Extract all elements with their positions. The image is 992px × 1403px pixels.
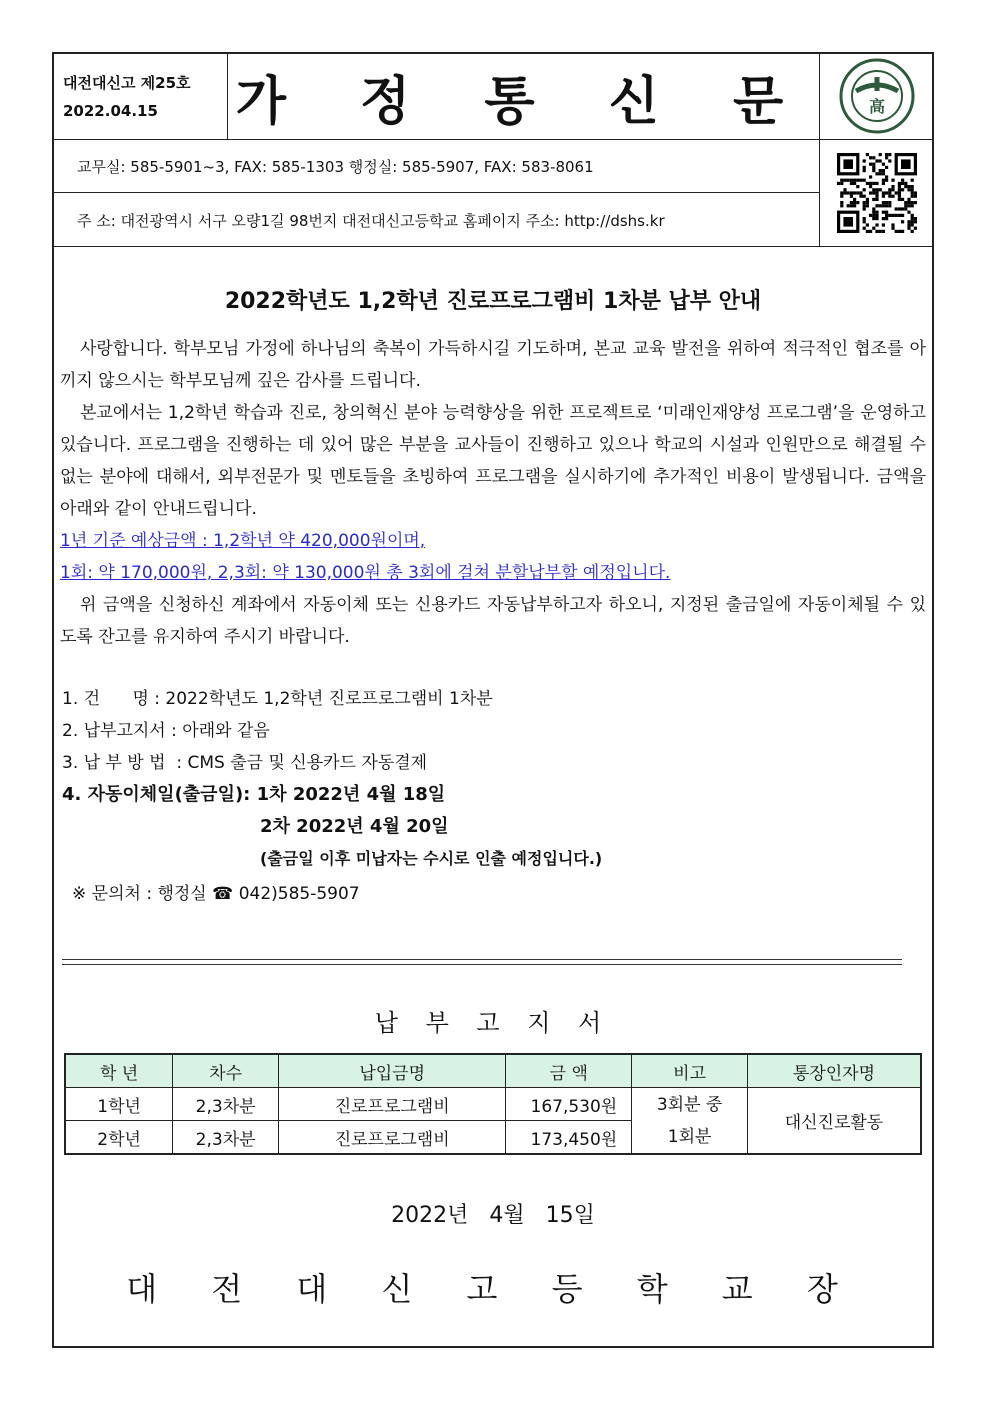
table-header-row xyxy=(65,1054,921,1088)
table-row xyxy=(65,1088,921,1121)
column-header: 납입금명 xyxy=(278,1054,505,1088)
cell-account-name: 대신진로활동 xyxy=(747,1088,921,1155)
paragraph-payment: 위 금액을 신청하신 계좌에서 자동이체 또는 신용카드 자동납부하고자 하오니, 지정된 출금일에 자동이체될 수 있도록 잔고를 유지하여 주시기 바랍니다. xyxy=(60,595,926,647)
item-method: 3. 납 부 방 법 : CMS 출금 및 신용카드 자동결제 xyxy=(62,753,428,773)
school-address: 주 소: 대전광역시 서구 오량1길 98번지 대전대신고등학교 홈페이지 주소: http://dshs.kr xyxy=(52,192,820,247)
estimate-line-2: 1회: 약 170,000원, 2,3회: 약 130,000원 총 3회에 걸쳐 분할납부할 예정입니다. xyxy=(60,563,671,583)
item-invoice: 2. 납부고지서 : 아래와 같음 xyxy=(62,721,270,741)
cell-note xyxy=(632,1088,748,1155)
item-withdrawal-date: 4. 자동이체일(출금일): 1차 2022년 4월 18일 xyxy=(62,784,446,805)
item-subject: 1. 건 명 : 2022학년도 1,2학년 진로프로그램비 1차분 xyxy=(62,689,493,709)
contact-numbers: 교무실: 585-5901~3, FAX: 585-1303 행정실: 585-5907, FAX: 583-8061 xyxy=(52,139,820,193)
column-header: 비고 xyxy=(632,1054,748,1088)
cell-grade: 2학년 xyxy=(65,1121,173,1155)
column-header: 금 액 xyxy=(506,1054,632,1088)
item-withdrawal-note: (출금일 이후 미납자는 수시로 인출 예정입니다.) xyxy=(260,849,603,868)
issue-date-footer: 2022년 4월 15일 xyxy=(391,1203,595,1228)
column-header: 학 년 xyxy=(65,1054,173,1088)
notice-title: 2022학년도 1,2학년 진로프로그램비 1차분 납부 안내 xyxy=(224,289,762,314)
paragraph-greeting: 사랑합니다. 학부모님 가정에 하나님의 축복이 가득하시길 기도하며, 본교 교육 발전을 위하여 적극적인 협조를 아끼지 않으시는 학부모님께 깊은 감사를 드립니다. xyxy=(60,339,926,391)
note-line-2: 1회분 xyxy=(667,1126,712,1147)
cell-fee-name: 진로프로그램비 xyxy=(278,1121,505,1155)
column-header: 통장인자명 xyxy=(747,1054,921,1088)
qr-code[interactable] xyxy=(819,139,934,247)
invoice-title: 납 부 고 지 서 xyxy=(374,1009,612,1037)
inquiry-contact: ※ 문의처 : 행정실 ☎ 042)585-5907 xyxy=(72,884,360,904)
issue-number: 대전대신고 제25호 xyxy=(63,74,191,92)
letter-header xyxy=(52,52,934,247)
qr-code-icon[interactable] xyxy=(837,153,917,233)
note-line-1: 3회분 중 xyxy=(656,1094,723,1115)
estimate-line-1: 1년 기준 예상금액 : 1,2학년 약 420,000원이며, xyxy=(60,531,426,551)
issue-info xyxy=(52,52,228,140)
double-divider xyxy=(62,959,902,965)
cell-amount: 173,450원 xyxy=(506,1121,632,1155)
page-title: 가 정 통 신 문 xyxy=(227,52,820,140)
issue-date: 2022.04.15 xyxy=(63,102,158,120)
principal-signature: 대 전 대 신 고 등 학 교 장 xyxy=(126,1270,860,1308)
item-list xyxy=(62,683,602,875)
school-emblem-icon xyxy=(838,57,916,135)
invoice-table xyxy=(64,1053,922,1155)
cell-amount: 167,530원 xyxy=(506,1088,632,1121)
cell-installment: 2,3차분 xyxy=(173,1121,279,1155)
notice-body xyxy=(60,333,926,653)
paragraph-program: 본교에서는 1,2학년 학습과 진로, 창의혁신 분야 능력향상을 위한 프로젝트로 ‘미래인재양성 프로그램’을 운영하고 있습니다. 프로그램을 진행하는 데 있어 많은 부분을 교사들이 진행하고 있으나 학교의 시설과 인원만으로 해결될 수 없는 분야에 대해서, 외부전문가 및 멘토들을 초빙하여 프로그램을 실시하기에 추가적인 비용이 발생됩니다. 금액을 아래와 같이 안내드립니다. xyxy=(60,403,926,519)
cell-fee-name: 진로프로그램비 xyxy=(278,1088,505,1121)
column-header: 차수 xyxy=(173,1054,279,1088)
cell-grade: 1학년 xyxy=(65,1088,173,1121)
school-logo xyxy=(819,52,934,140)
cell-installment: 2,3차분 xyxy=(173,1088,279,1121)
item-withdrawal-date-2: 2차 2022년 4월 20일 xyxy=(260,816,449,837)
svg-text:高: 高 xyxy=(868,97,885,116)
